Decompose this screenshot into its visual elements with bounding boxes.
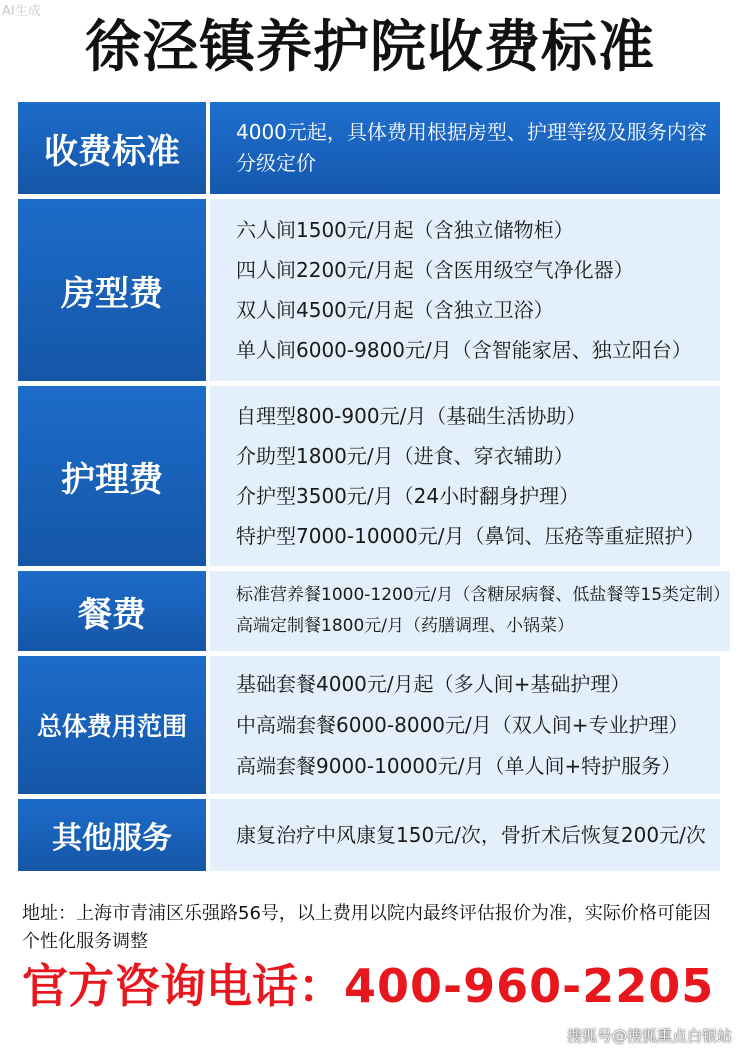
row-content [210, 102, 720, 194]
address-note: 地址：上海市青浦区乐强路56号，以上费用以院内最终评估报价为准，实际价格可能因个性化服务调整 [22, 903, 711, 952]
hotline-number: 400-960-2205 [344, 959, 715, 1013]
row-line: 自理型800-900元/月（基础生活协助） [236, 404, 587, 428]
row-line: 中高端套餐6000-8000元/月（双人间+专业护理） [236, 712, 689, 737]
row-line: 高端套餐9000-10000元/月（单人间+特护服务） [236, 753, 682, 778]
fee-table [18, 102, 731, 876]
row-label: 房型费 [18, 199, 206, 381]
row-label: 餐费 [18, 571, 206, 651]
row-line: 标准营养餐1000-1200元/月（含糖尿病餐、低盐餐等15类定制） [236, 585, 731, 605]
row-line: 双人间4500元/月起（含独立卫浴） [236, 298, 554, 322]
row-line: 高端定制餐1800元/月（药膳调理、小锅菜） [236, 616, 574, 636]
row-line: 特护型7000-10000元/月（鼻饲、压疮等重症照护） [236, 524, 705, 548]
row-content [210, 199, 720, 381]
hotline-label: 官方咨询电话： [22, 959, 344, 1013]
fee-row-meal [18, 571, 731, 651]
row-line: 康复治疗中风康复150元/次，骨折术后恢复200元/次 [236, 823, 706, 847]
row-label: 其他服务 [18, 799, 206, 871]
ai-generated-watermark: AI生成 [2, 4, 41, 19]
row-line: 基础套餐4000元/月起（多人间+基础护理） [236, 671, 631, 696]
fee-row-total [18, 656, 720, 794]
row-line: 单人间6000-9800元/月（含智能家居、独立阳台） [236, 338, 692, 362]
row-label: 总体费用范围 [18, 656, 206, 794]
row-content [210, 799, 720, 871]
row-line: 介助型1800元/月（进食、穿衣辅助） [236, 444, 574, 468]
row-line: 介护型3500元/月（24小时翻身护理） [236, 484, 580, 508]
row-label: 收费标准 [18, 102, 206, 194]
fee-row-room [18, 199, 720, 381]
page-title: 徐泾镇养护院收费标准 [85, 15, 655, 80]
row-content [210, 571, 730, 651]
row-content [210, 386, 720, 566]
row-content [210, 656, 720, 794]
hotline [22, 958, 727, 1014]
fee-row-other [18, 799, 720, 871]
row-line: 4000元起，具体费用根据房型、护理等级及服务内容分级定价 [236, 120, 707, 175]
row-line: 四人间2200元/月起（含医用级空气净化器） [236, 258, 634, 282]
source-watermark: 搜狐号@搜狐熏点白银站 [566, 1027, 732, 1045]
fee-row-standard [18, 102, 720, 194]
fee-row-care [18, 386, 720, 566]
row-label: 护理费 [18, 386, 206, 566]
row-line: 六人间1500元/月起（含独立储物柜） [236, 218, 574, 242]
